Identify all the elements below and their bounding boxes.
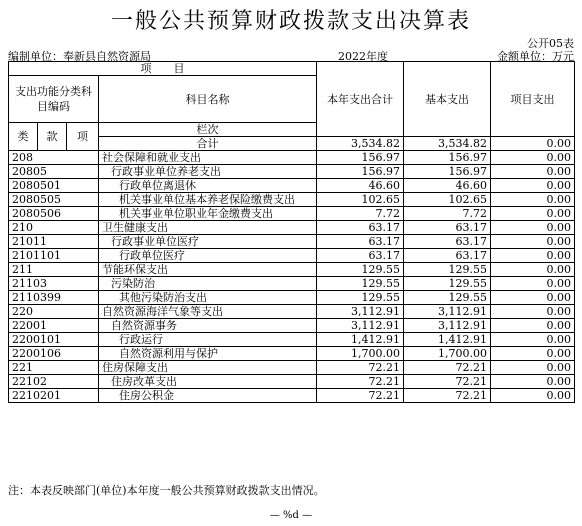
row-code: 2080501 (9, 179, 99, 193)
header-subject-name: 科目名称 (99, 76, 317, 123)
row-basic: 7.72 (404, 207, 491, 221)
row-code: 2200101 (9, 333, 99, 347)
table-number: 公开05表 (527, 37, 574, 50)
row-name: 住房保障支出 (99, 361, 317, 375)
row-project: 0.00 (491, 263, 575, 277)
row-total: 3,112.91 (317, 305, 404, 319)
row-basic: 1,412.91 (404, 333, 491, 347)
row-code: 208 (9, 151, 99, 165)
total-c2: 3,534.82 (404, 137, 491, 151)
table-row (9, 263, 575, 277)
table-row (9, 221, 575, 235)
header-lei: 类 (9, 123, 38, 151)
row-basic: 156.97 (404, 165, 491, 179)
row-basic: 3,112.91 (404, 319, 491, 333)
row-name: 行政单位离退休 (99, 179, 317, 193)
row-project: 0.00 (491, 277, 575, 291)
row-code: 2101101 (9, 249, 99, 263)
row-name: 自然资源事务 (99, 319, 317, 333)
header-row-item (9, 62, 575, 76)
row-project: 0.00 (491, 319, 575, 333)
row-basic: 63.17 (404, 249, 491, 263)
row-project: 0.00 (491, 305, 575, 319)
table-row (9, 207, 575, 221)
row-project: 0.00 (491, 333, 575, 347)
row-project: 0.00 (491, 375, 575, 389)
table-row (9, 375, 575, 389)
header-item: 项 目 (9, 62, 317, 76)
table-row (9, 361, 575, 375)
row-project: 0.00 (491, 347, 575, 361)
row-total: 129.55 (317, 277, 404, 291)
row-total: 72.21 (317, 361, 404, 375)
fiscal-year: 2022年度 (338, 50, 388, 63)
row-name: 行政单位医疗 (99, 249, 317, 263)
row-code: 2200106 (9, 347, 99, 361)
row-code: 21011 (9, 235, 99, 249)
row-code: 2210201 (9, 389, 99, 403)
row-total: 7.72 (317, 207, 404, 221)
row-project: 0.00 (491, 151, 575, 165)
row-total: 63.17 (317, 235, 404, 249)
row-code: 21103 (9, 277, 99, 291)
header-function-code: 支出功能分类科目编码 (9, 76, 99, 123)
row-total: 72.21 (317, 375, 404, 389)
row-name: 行政事业单位养老支出 (99, 165, 317, 179)
header-lanci: 栏次 (99, 123, 317, 137)
row-name: 节能环保支出 (99, 263, 317, 277)
row-total: 102.65 (317, 193, 404, 207)
row-name: 机关事业单位基本养老保险缴费支出 (99, 193, 317, 207)
row-project: 0.00 (491, 389, 575, 403)
row-basic: 129.55 (404, 277, 491, 291)
row-basic: 102.65 (404, 193, 491, 207)
row-project: 0.00 (491, 207, 575, 221)
table-row (9, 319, 575, 333)
row-name: 社会保障和就业支出 (99, 151, 317, 165)
row-name: 污染防治 (99, 277, 317, 291)
row-name: 住房改革支出 (99, 375, 317, 389)
row-total: 3,112.91 (317, 319, 404, 333)
row-basic: 72.21 (404, 375, 491, 389)
row-project: 0.00 (491, 235, 575, 249)
table-row (9, 389, 575, 403)
table-row (9, 305, 575, 319)
row-code: 220 (9, 305, 99, 319)
header-basic-expenditure: 基本支出 (404, 62, 491, 137)
row-total: 46.60 (317, 179, 404, 193)
row-basic: 129.55 (404, 291, 491, 305)
row-name: 住房公积金 (99, 389, 317, 403)
row-project: 0.00 (491, 291, 575, 305)
page-title: 一般公共预算财政拨款支出决算表 (110, 9, 471, 34)
row-name: 卫生健康支出 (99, 221, 317, 235)
reporting-unit: 编制单位：奉新县自然资源局 (8, 50, 151, 63)
row-basic: 63.17 (404, 235, 491, 249)
total-label: 合计 (99, 137, 317, 151)
row-total: 72.21 (317, 389, 404, 403)
row-total: 129.55 (317, 291, 404, 305)
row-name: 自然资源海洋气象等支出 (99, 305, 317, 319)
currency-unit: 金额单位：万元 (497, 50, 574, 63)
table-row (9, 291, 575, 305)
row-total: 63.17 (317, 221, 404, 235)
row-code: 20805 (9, 165, 99, 179)
row-basic: 63.17 (404, 221, 491, 235)
meta-row (8, 48, 574, 62)
row-basic: 72.21 (404, 361, 491, 375)
row-project: 0.00 (491, 221, 575, 235)
table-row (9, 249, 575, 263)
row-total: 1,412.91 (317, 333, 404, 347)
row-basic: 3,112.91 (404, 305, 491, 319)
row-code: 210 (9, 221, 99, 235)
row-basic: 72.21 (404, 389, 491, 403)
table-row (9, 151, 575, 165)
row-name: 机关事业单位职业年金缴费支出 (99, 207, 317, 221)
row-code: 2110399 (9, 291, 99, 305)
row-project: 0.00 (491, 179, 575, 193)
header-project-expenditure: 项目支出 (491, 62, 575, 137)
row-total: 1,700.00 (317, 347, 404, 361)
row-project: 0.00 (491, 165, 575, 179)
row-basic: 129.55 (404, 263, 491, 277)
row-project: 0.00 (491, 361, 575, 375)
row-project: 0.00 (491, 249, 575, 263)
row-code: 221 (9, 361, 99, 375)
row-project: 0.00 (491, 193, 575, 207)
table-row (9, 179, 575, 193)
row-code: 22102 (9, 375, 99, 389)
row-basic: 156.97 (404, 151, 491, 165)
row-code: 2080505 (9, 193, 99, 207)
table-row (9, 193, 575, 207)
row-code: 211 (9, 263, 99, 277)
row-basic: 46.60 (404, 179, 491, 193)
row-name: 其他污染防治支出 (99, 291, 317, 305)
header-xiang: 项 (67, 123, 99, 151)
header-total-expenditure: 本年支出合计 (317, 62, 404, 137)
row-total: 156.97 (317, 151, 404, 165)
row-total: 129.55 (317, 263, 404, 277)
row-code: 2080506 (9, 207, 99, 221)
row-total: 156.97 (317, 165, 404, 179)
row-name: 自然资源利用与保护 (99, 347, 317, 361)
header-kuan: 款 (38, 123, 67, 151)
total-c3: 0.00 (491, 137, 575, 151)
row-total: 63.17 (317, 249, 404, 263)
row-code: 22001 (9, 319, 99, 333)
table-row (9, 347, 575, 361)
row-name: 行政事业单位医疗 (99, 235, 317, 249)
table-row (9, 165, 575, 179)
total-c1: 3,534.82 (317, 137, 404, 151)
footnote: 注：本表反映部门(单位)本年度一般公共预算财政拨款支出情况。 (8, 484, 325, 497)
row-basic: 1,700.00 (404, 347, 491, 361)
table-row (9, 277, 575, 291)
page-number: — %d — (269, 510, 313, 521)
table-row (9, 333, 575, 347)
table-row (9, 235, 575, 249)
row-name: 行政运行 (99, 333, 317, 347)
expenditure-table (8, 61, 575, 403)
